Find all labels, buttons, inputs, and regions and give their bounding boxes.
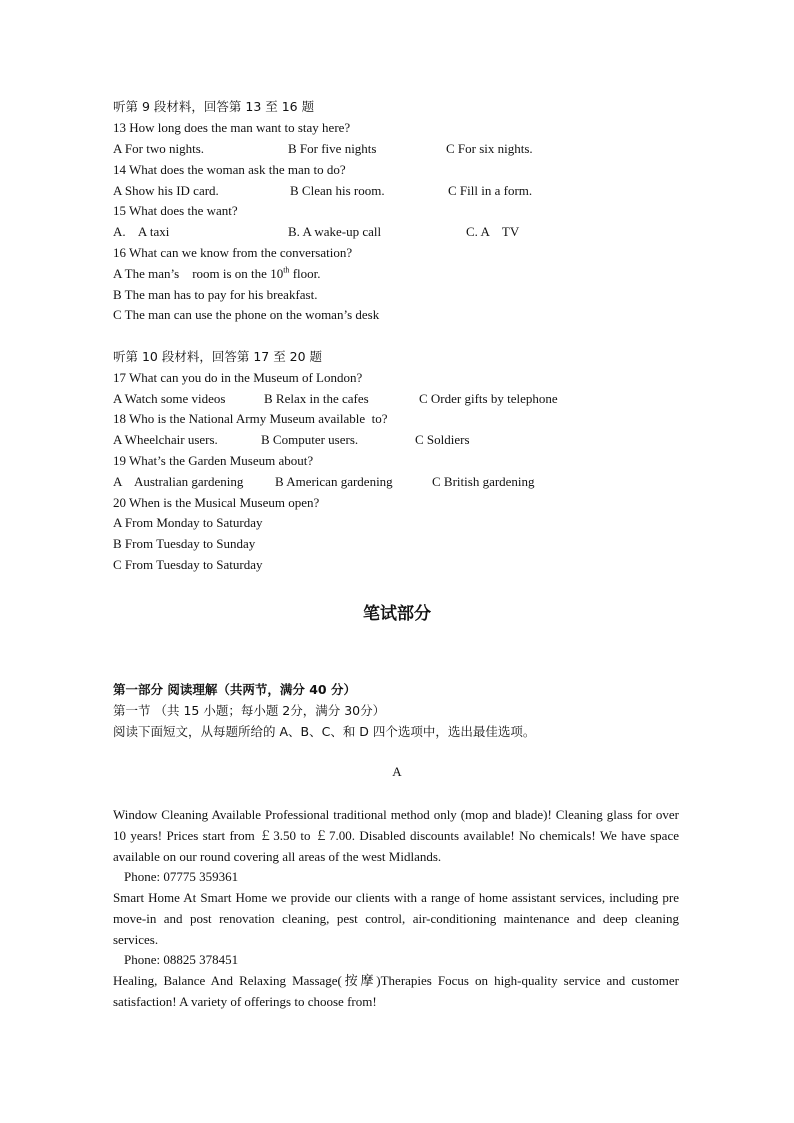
- q15-option-c: C. A TV: [466, 224, 520, 239]
- q18-option-b: B Computer users.: [261, 432, 359, 447]
- q17-option-a: A Watch some videos: [113, 391, 226, 406]
- q14-option-a: A Show his ID card.: [113, 183, 219, 198]
- q13-question: 13 How long does the man want to stay here?: [113, 120, 351, 135]
- ad-window-cleaning: Window Cleaning Available Professional traditional method only (mop and blade)! Cleaning glass for over 10 years! Prices start from ￡3.50 to ￡7.00. Disabled discounts available! No chemicals! We have space available on our round covering all areas of the west Midlands.: [113, 807, 679, 864]
- instructions: 阅读下面短文，从每题所给的 A、B、C、和 D 四个选项中，选出最佳选项。: [113, 724, 536, 739]
- q16-question: 16 What can we know from the conversation?: [113, 245, 353, 260]
- q19-option-c: C British gardening: [432, 474, 535, 489]
- q18-option-a: A Wheelchair users.: [113, 432, 218, 447]
- q14-option-b: B Clean his room.: [290, 183, 385, 198]
- q16-option-a-text: A The man’s room is on the 10: [113, 266, 284, 281]
- ad-window-cleaning-phone: Phone: 07775 359361: [124, 869, 239, 884]
- ad-massage: Healing, Balance And Relaxing Massage(按摩)Therapies Focus on high-quality service and customer satisfaction! A variety of offerings to choose from!: [113, 973, 679, 1009]
- section10-header: 听第 10 段材料，回答第 17 至 20 题: [113, 349, 323, 364]
- q17-question: 17 What can you do in the Museum of London?: [113, 370, 363, 385]
- q15-question: 15 What does the want?: [113, 203, 238, 218]
- passage-label: A: [392, 764, 402, 779]
- q14-option-c: C Fill in a form.: [448, 183, 533, 198]
- q16-option-a: [113, 264, 321, 285]
- q13-option-b: B For five nights: [288, 141, 377, 156]
- q16-option-a-sup: th: [283, 265, 290, 275]
- q16-option-b: B The man has to pay for his breakfast.: [113, 287, 318, 302]
- q20-option-a: A From Monday to Saturday: [113, 515, 263, 530]
- q13-option-c: C For six nights.: [446, 141, 533, 156]
- ad-smart-home: Smart Home At Smart Home we provide our clients with a range of home assistant services, including pre move-in and post renovation cleaning, pest control, air-conditioning maintenance and deep cleaning services.: [113, 890, 679, 947]
- q19-option-b: B American gardening: [275, 474, 393, 489]
- q19-option-a: A Australian gardening: [113, 474, 244, 489]
- q16-option-c: C The man can use the phone on the woman’s desk: [113, 307, 380, 322]
- q18-question: 18 Who is the National Army Museum available to?: [113, 411, 388, 426]
- q19-question: 19 What’s the Garden Museum about?: [113, 453, 314, 468]
- q18-option-c: C Soldiers: [415, 432, 470, 447]
- q16-option-a-suffix: floor.: [289, 266, 321, 281]
- q20-option-b: B From Tuesday to Sunday: [113, 536, 256, 551]
- q20-option-c: C From Tuesday to Saturday: [113, 557, 263, 572]
- q17-option-b: B Relax in the cafes: [264, 391, 369, 406]
- q15-option-b: B. A wake-up call: [288, 224, 382, 239]
- ad-smart-home-phone: Phone: 08825 378451: [124, 952, 239, 967]
- q14-question: 14 What does the woman ask the man to do?: [113, 162, 346, 177]
- section1-header: 第一节 （共 15 小题；每小题 2分，满分 30分）: [113, 703, 386, 718]
- q15-option-a: A. A taxi: [113, 224, 170, 239]
- q20-question: 20 When is the Musical Museum open?: [113, 495, 320, 510]
- written-section-title: 笔试部分: [363, 604, 431, 624]
- part1-header: 第一部分 阅读理解（共两节，满分 40 分）: [113, 682, 356, 697]
- section9-header: 听第 9 段材料，回答第 13 至 16 题: [113, 99, 315, 114]
- q13-option-a: A For two nights.: [113, 141, 205, 156]
- q17-option-c: C Order gifts by telephone: [419, 391, 558, 406]
